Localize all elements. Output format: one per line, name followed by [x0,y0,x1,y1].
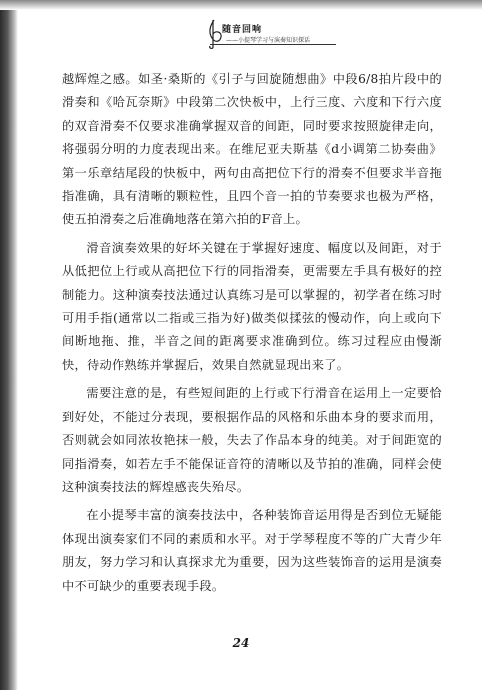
scan-shadow-top [0,0,482,10]
header-rule [210,44,336,45]
page-number: 24 [232,636,250,650]
paragraph-1: 越辉煌之感。如圣·桑斯的《引子与回旋随想曲》中段6/8拍片段中的滑奏和《哈瓦奈斯》中段第二次快板中，上行三度、六度和下行六度的双音滑奏不仅要求准确掌握双音的间距，同时要求按照旋律走向，将强弱分明的力度表现出来。在维尼亚夫斯基《d小调第二协奏曲》第一乐章结尾段的快板中，两句由高把位下行的滑奏不但要求半音拖指准确，具有清晰的颗粒性，且四个音一拍的节奏要求也极为严格，使五拍滑奏之后准确地落在第六拍的F音上。 [62,72,442,227]
paragraph-3: 需要注意的是，有些短间距的上行或下行滑音在运用上一定要恰到好处，不能过分表现，要根据作品的风格和乐曲本身的要求而用，否则就会如同浓妆艳抹一般，失去了作品本身的纯美。对于间距宽的同指滑奏，如若左手不能保证音符的清晰以及节拍的准确，同样会使这种演奏技法的辉煌感丧失殆尽。 [62,386,442,494]
paragraph-4: 在小提琴丰富的演奏技法中，各种装饰音运用得是否到位无疑能体现出演奏家们不同的素质和水平。对于学琴程度不等的广大青少年朋友，努力学习和认真探求尤为重要，因为这些装饰音的运用是演奏中不可缺少的重要表现手段。 [62,508,442,593]
header-subtitle: ——小提琴学习与演奏知识探话 [226,37,311,44]
header-title: 随音回响 [222,25,263,35]
paragraph-2: 滑音演奏效果的好坏关键在于掌握好速度、幅度以及间距，对于从低把位上行或从高把位下行的同指滑奏，更需要左手具有极好的控制能力。这种演奏技法通过认真练习是可以掌握的，初学者在练习时可用手指(通常以二指或三指为好)做类似揉弦的慢动作，向上或向下间断地拖、推，半音之间的距离要求准确到位。练习过程应由慢渐快，待动作熟练并掌握后，效果自然就显现出来了。 [62,240,442,372]
running-header [200,18,350,58]
body-text [62,68,442,598]
scan-shadow-left [0,0,18,690]
